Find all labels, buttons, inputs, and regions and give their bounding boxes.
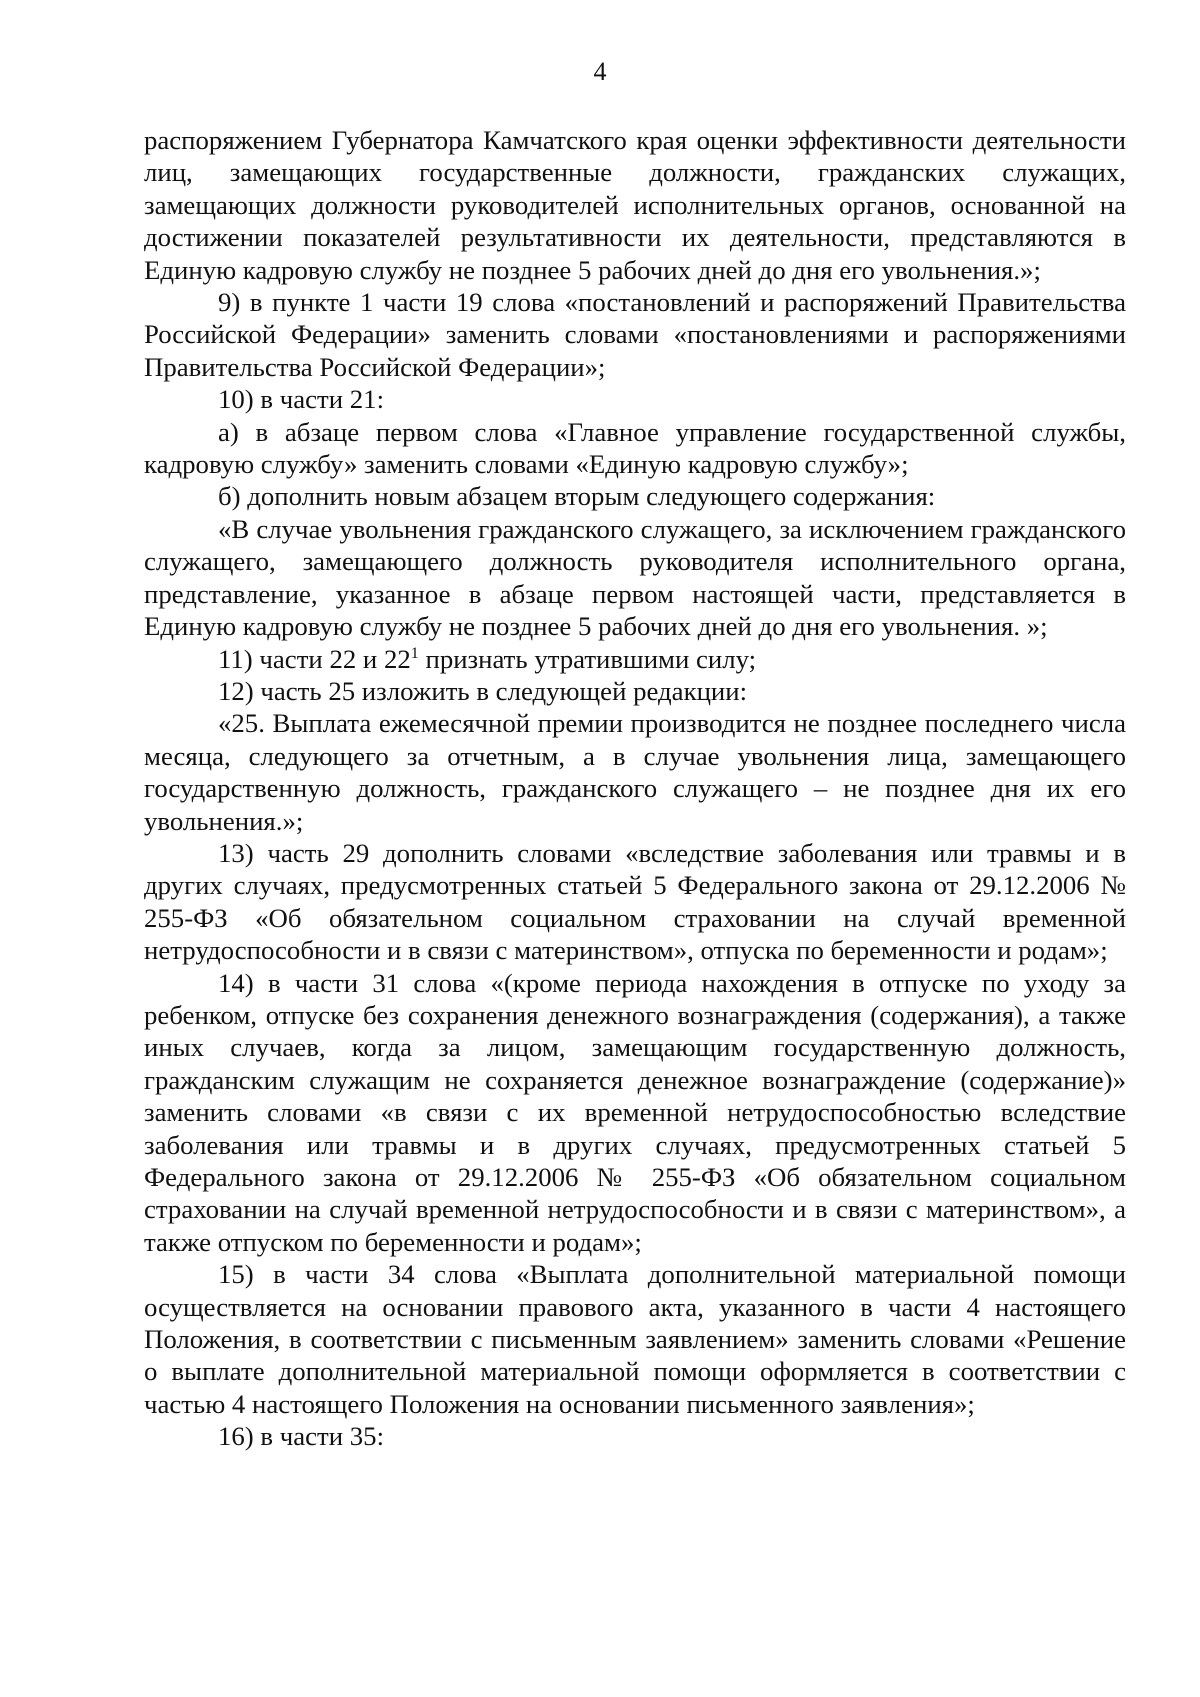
paragraph-item-9: 9) в пункте 1 части 19 слова «постановлений и распоряжений Правительства Российской Федерации» заменить словами «постановлениями и распоряжениями Правительства Российской Федерации»; bbox=[144, 287, 1126, 382]
paragraph-item-10b: б) дополнить новым абзацем вторым следующего содержания: bbox=[218, 481, 936, 512]
paragraph-continuation: распоряжением Губернатора Камчатского края оценки эффективности деятельности лиц, замещающих государственные должности, гражданских служащих, замещающих должности руководителей исполнительных органов, основанной на достижении показателей результативности их деятельности, представляются в Единую кадровую службу не позднее 5 рабочих дней до дня его увольнения.»; bbox=[144, 125, 1126, 285]
item-11-text-start: 11) части 22 и 22 bbox=[218, 643, 411, 674]
page-number: 4 bbox=[593, 57, 607, 86]
paragraph-item-10: 10) в части 21: bbox=[218, 384, 385, 415]
paragraph-item-11 bbox=[144, 643, 1126, 675]
paragraph-item-10a: а) в абзаце первом слова «Главное управление государственной службы, кадровую службу» заменить словами «Единую кадровую службу»; bbox=[144, 416, 1126, 480]
paragraph-quote-new-abzats: «В случае увольнения гражданского служащего, за исключением гражданского служащего, замещающего должность руководителя исполнительного органа, представление, указанное в абзаце первом настоящей части, представляется в Единую кадровую службу не позднее 5 рабочих дней до дня его увольнения. »; bbox=[144, 513, 1126, 642]
paragraph-item-15: 15) в части 34 слова «Выплата дополнительной материальной помощи осуществляется на основании правового акта, указанного в части 4 настоящего Положения, в соответствии с письменным заявлением» заменить словами «Решение о выплате дополнительной материальной помощи оформляется в соответствии с частью 4 настоящего Положения на основании письменного заявления»; bbox=[144, 1259, 1126, 1419]
paragraph-item-16: 16) в части 35: bbox=[218, 1421, 385, 1452]
paragraph-item-14: 14) в части 31 слова «(кроме периода нахождения в отпуске по уходу за ребенком, отпуске без сохранения денежного вознаграждения (содержания), а также иных случаев, когда за лицом, замещающим государственную должность, гражданским служащим не сохраняется денежное вознаграждение (содержание)» заменить словами «в связи с их временной нетрудоспособностью вследствие заболевания или травмы и в других случаях, предусмотренных статьей 5 Федерального закона от 29.12.2006 № 255-ФЗ «Об обязательном социальном страховании на случай временной нетрудоспособности и в связи с материнством», а также отпуском по беременности и родам»; bbox=[144, 967, 1126, 1257]
document-body bbox=[144, 124, 1126, 1453]
paragraph-item-12: 12) часть 25 изложить в следующей редакции: bbox=[218, 675, 748, 706]
item-11-superscript: 1 bbox=[410, 644, 419, 662]
item-11-text-end: признать утратившими силу; bbox=[418, 643, 757, 674]
paragraph-item-13: 13) часть 29 дополнить словами «вследствие заболевания или травмы и в других случаях, предусмотренных статьей 5 Федерального закона от 29.12.2006 № 255-ФЗ «Об обязательном социальном страховании на случай временной нетрудоспособности и в связи с материнством», отпуска по беременности и родам»; bbox=[144, 837, 1126, 966]
paragraph-quote-part-25: «25. Выплата ежемесячной премии производится не позднее последнего числа месяца, следующего за отчетным, а в случае увольнения лица, замещающего государственную должность, гражданского служащего – не позднее дня их его увольнения.»; bbox=[144, 708, 1126, 836]
